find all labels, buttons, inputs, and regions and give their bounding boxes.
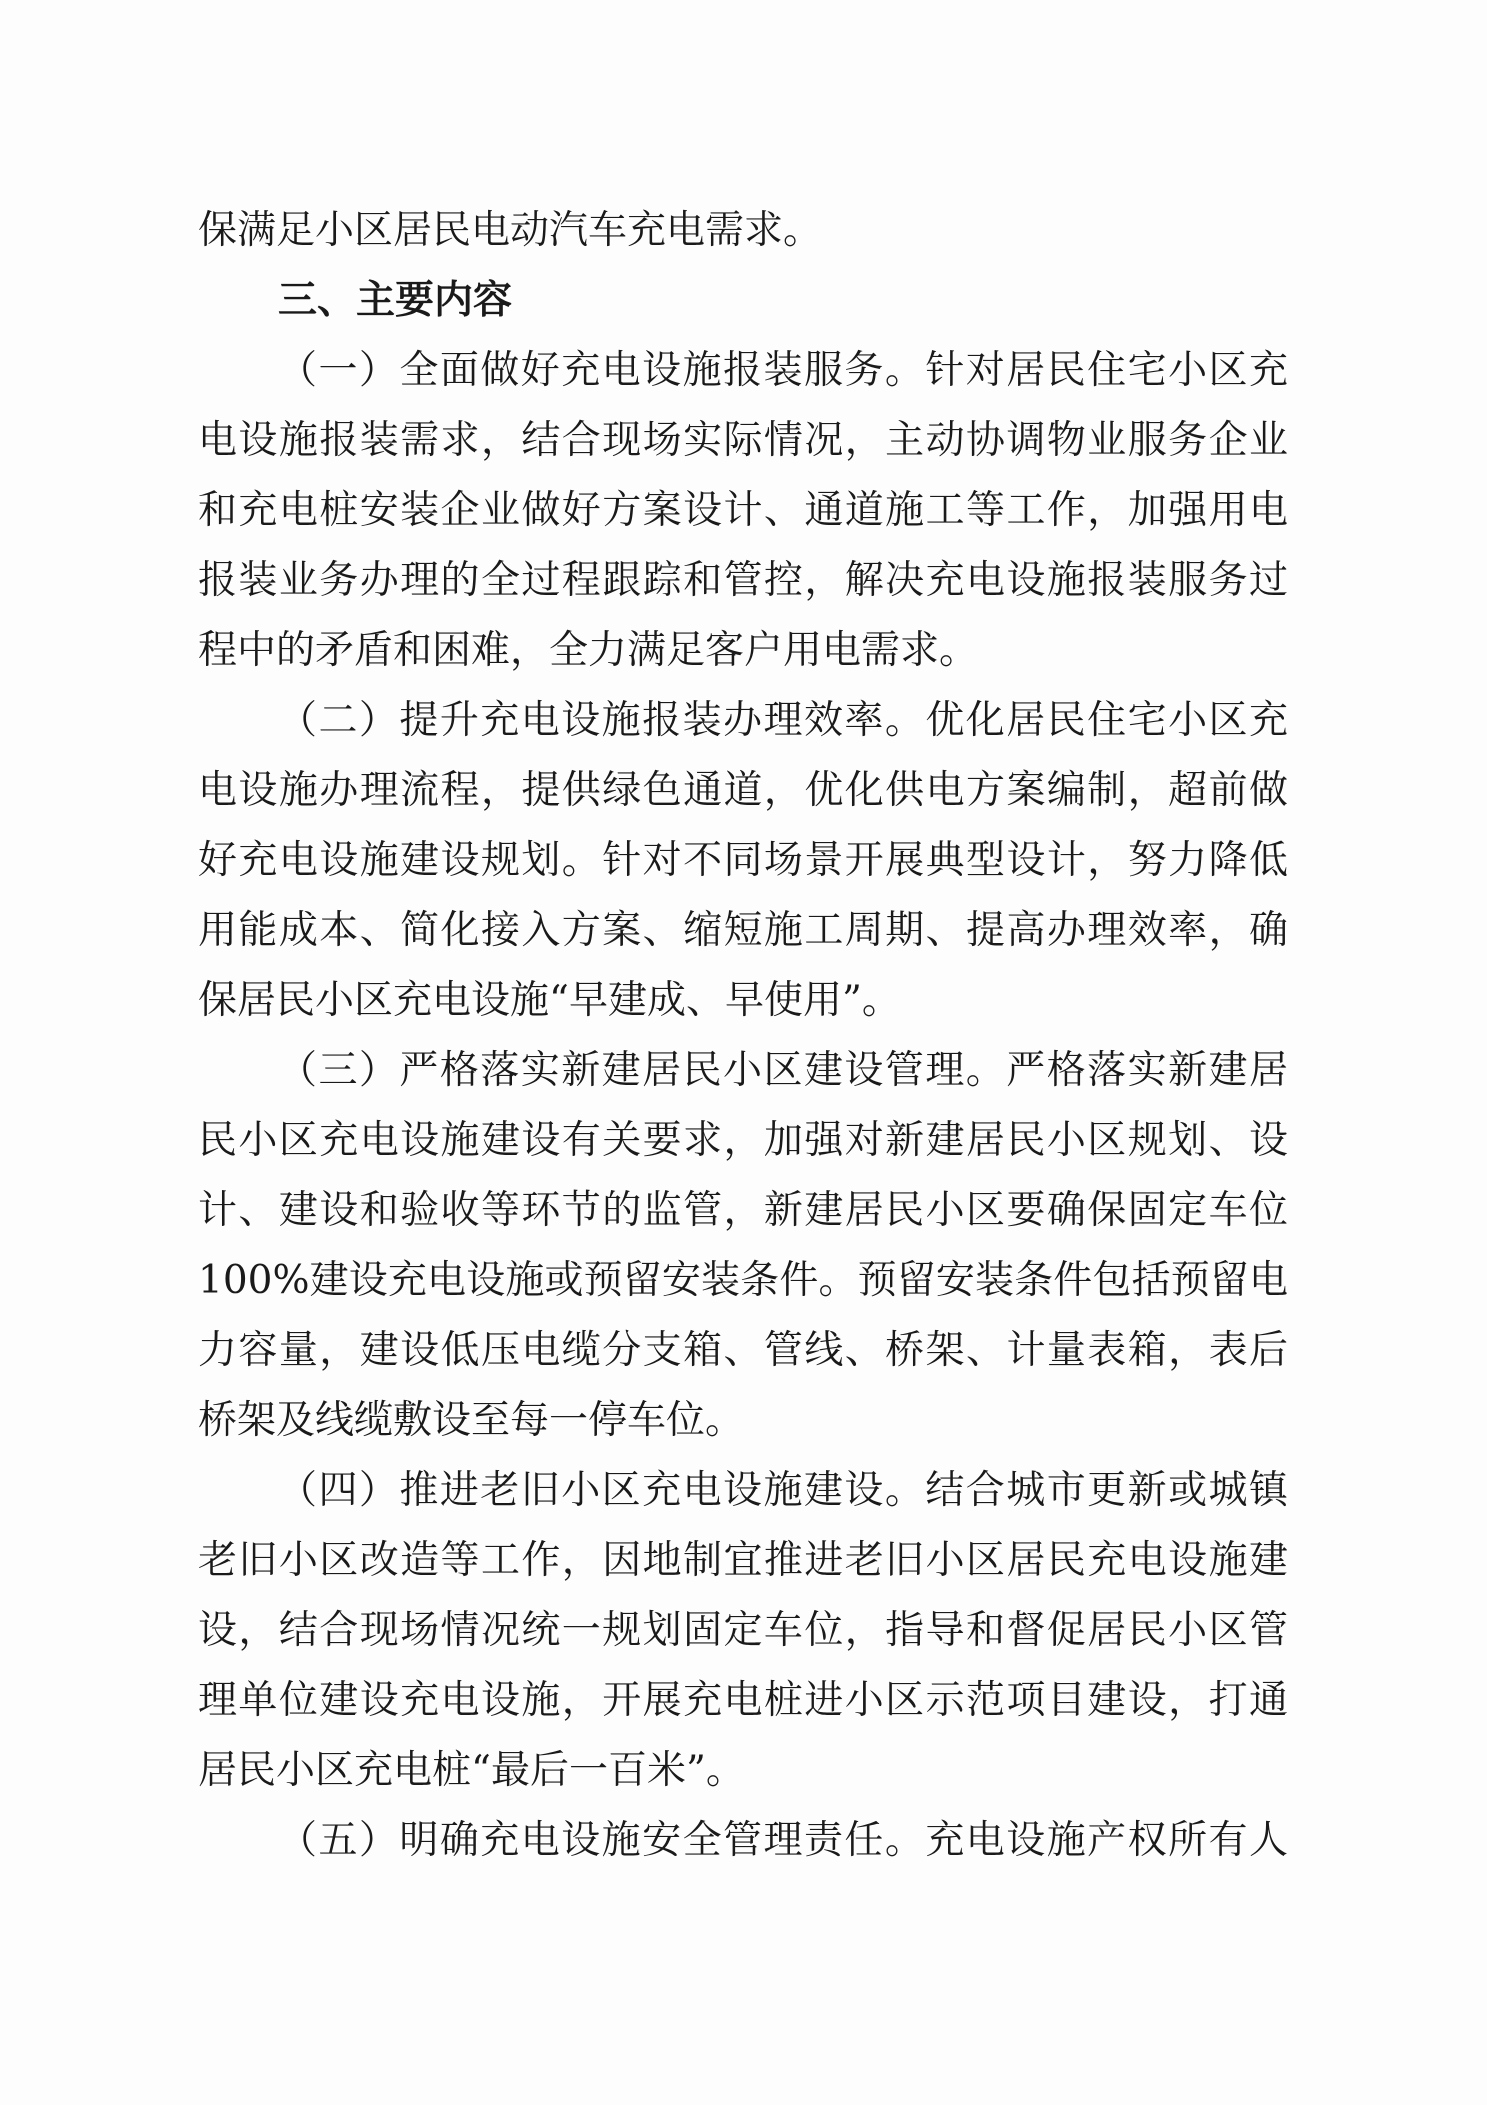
paragraph-line: 设，结合现场情况统一规划固定车位，指导和督促居民小区管	[198, 1608, 1288, 1653]
paragraph-line: （五）明确充电设施安全管理责任。充电设施产权所有人	[278, 1818, 1288, 1863]
paragraph-line: 电设施办理流程，提供绿色通道，优化供电方案编制，超前做	[198, 768, 1288, 813]
paragraph-line: （三）严格落实新建居民小区建设管理。严格落实新建居	[278, 1048, 1288, 1093]
paragraph-line: 电设施报装需求，结合现场实际情况，主动协调物业服务企业	[198, 418, 1288, 463]
paragraph-line: 居民小区充电桩“最后一百米”。	[198, 1748, 745, 1793]
paragraph-line: 保居民小区充电设施“早建成、早使用”。	[198, 978, 901, 1023]
paragraph-line: （四）推进老旧小区充电设施建设。结合城市更新或城镇	[278, 1468, 1288, 1513]
paragraph-line: 保满足小区居民电动汽车充电需求。	[198, 208, 823, 253]
paragraph-line: 民小区充电设施建设有关要求，加强对新建居民小区规划、设	[198, 1118, 1288, 1163]
paragraph-line: （二）提升充电设施报装办理效率。优化居民住宅小区充	[278, 698, 1288, 743]
paragraph-line: 好充电设施建设规划。针对不同场景开展典型设计，努力降低	[198, 838, 1288, 883]
paragraph-line: 计、建设和验收等环节的监管，新建居民小区要确保固定车位	[198, 1188, 1288, 1233]
paragraph-line: 和充电桩安装企业做好方案设计、通道施工等工作，加强用电	[198, 488, 1288, 533]
paragraph-line: （一）全面做好充电设施报装服务。针对居民住宅小区充	[278, 348, 1288, 393]
section-heading: 三、主要内容	[278, 278, 513, 323]
paragraph-line: 老旧小区改造等工作，因地制宜推进老旧小区居民充电设施建	[198, 1538, 1288, 1583]
paragraph-line: 用能成本、简化接入方案、缩短施工周期、提高办理效率，确	[198, 908, 1288, 953]
paragraph-line: 理单位建设充电设施，开展充电桩进小区示范项目建设，打通	[198, 1678, 1288, 1723]
paragraph-line: 报装业务办理的全过程跟踪和管控，解决充电设施报装服务过	[198, 558, 1288, 603]
paragraph-line: 程中的矛盾和困难，全力满足客户用电需求。	[198, 628, 979, 673]
paragraph-line: 100%建设充电设施或预留安装条件。预留安装条件包括预留电	[198, 1258, 1288, 1303]
paragraph-line: 力容量，建设低压电缆分支箱、管线、桥架、计量表箱，表后	[198, 1328, 1288, 1373]
paragraph-line: 桥架及线缆敷设至每一停车位。	[198, 1398, 745, 1443]
document-body	[198, 196, 1288, 1876]
